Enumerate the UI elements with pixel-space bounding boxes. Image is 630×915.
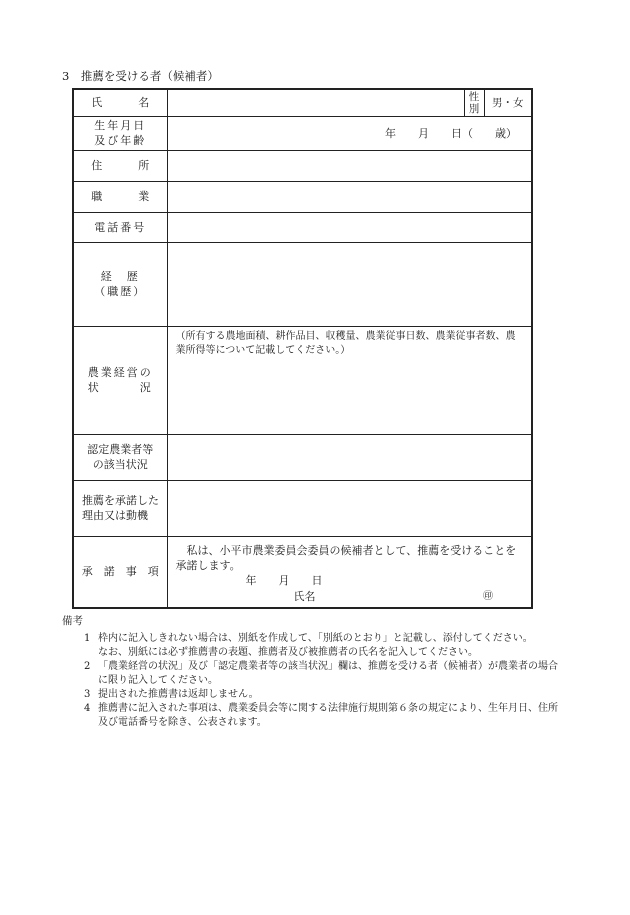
row-birth [73,116,532,150]
occupation-label: 職 業 [73,181,167,212]
row-consent [73,536,532,608]
farm-field[interactable] [167,326,532,434]
reason-field[interactable] [167,480,532,536]
row-career [73,242,532,326]
sex-select[interactable]: 男・女 [484,89,532,116]
consent-label: 承 諾 事 項 [73,536,167,608]
name-label: 氏 名 [73,89,167,116]
address-label: 住 所 [73,150,167,181]
reason-label: 推薦を承諾した 理由又は動機 [73,480,167,536]
remark-item-3: 3 提出された推薦書は返却しません。 [84,689,259,700]
consent-name-row [176,588,524,604]
occupation-field[interactable] [167,181,532,212]
remark-item-1: 1 枠内に記入しきれない場合は、別紙を作成して、「別紙のとおり」と記載し、添付してください。 [84,633,533,644]
phone-label: 電話番号 [73,212,167,242]
career-field[interactable] [167,242,532,326]
farm-note: （所有する農地面積、耕作品目、収穫量、農業従事日数、農業従事者数、農業所得等について記載してください。） [175,330,516,356]
certified-label: 認定農業者等 の該当状況 [73,434,167,480]
farm-label: 農業経営の 状 況 [73,326,167,434]
consent-name-label: 氏名 [293,589,316,603]
remark-item-1-sub: なお、別紙には必ず推薦書の表題、推薦者及び被推薦者の氏名を記入してください。 [98,647,478,658]
remarks-heading: 備考 [62,615,83,627]
address-field[interactable] [167,150,532,181]
consent-block [167,536,532,608]
consent-date[interactable]: 年 月 日 [245,573,323,587]
row-name [73,89,532,116]
seal-mark: ㊞ [483,590,493,602]
sex-label: 性 別 [464,89,484,116]
row-farm [73,326,532,434]
row-phone [73,212,532,242]
birth-age-field[interactable]: 年 月 日（ 歳） [167,116,532,150]
section-title: 3 推薦を受ける者（候補者） [62,69,219,83]
phone-field[interactable] [167,212,532,242]
row-certified [73,434,532,480]
row-occupation [73,181,532,212]
remark-item-2: 2 「農業経営の状況」及び「認定農業者等の該当状況」欄は、推薦を受ける者（候補者）が農業者の場合に限り記入してください。 [84,661,558,686]
candidate-form-table [72,88,533,609]
career-label: 経 歴 （職歴） [73,242,167,326]
remark-item-4: 4 推薦書に記入された事項は、農業委員会等に関する法律施行規則第６条の規定により、生年月日、住所及び電話番号を除き、公表されます。 [84,703,558,728]
certified-field[interactable] [167,434,532,480]
row-address [73,150,532,181]
name-field[interactable] [167,89,464,116]
consent-text: 私は、小平市農業委員会委員の候補者として、推薦を受けることを承諾します。 [175,543,517,572]
row-reason [73,480,532,536]
birth-label: 生年月日 及び年齢 [73,116,167,150]
remarks [62,614,562,730]
